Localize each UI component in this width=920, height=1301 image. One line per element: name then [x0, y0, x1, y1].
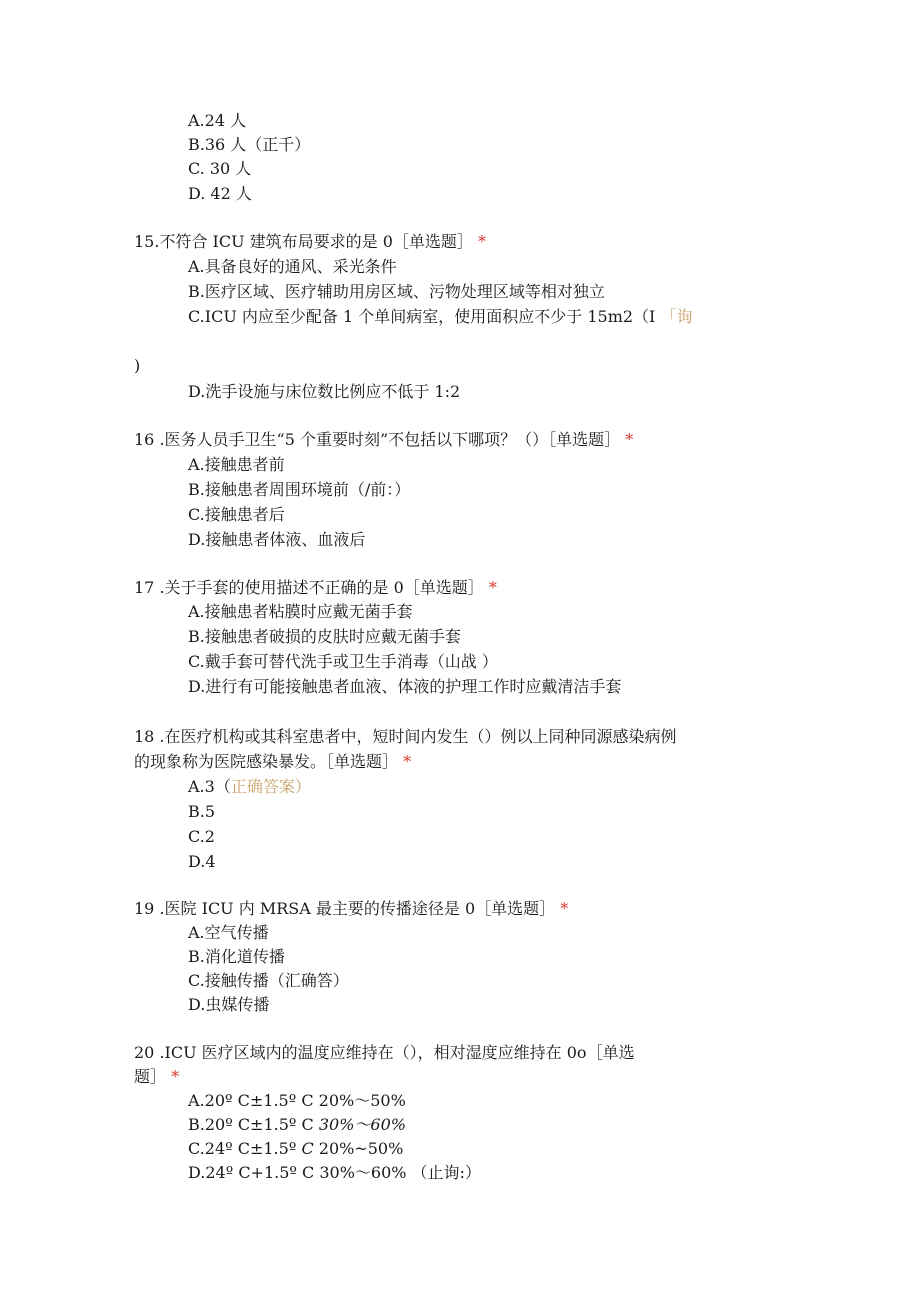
required-star: * [488, 578, 497, 597]
q18-stem-line2 [134, 751, 411, 773]
q19-option-c[interactable]: C.接触传播（汇确答） [188, 971, 349, 990]
q20-option-c[interactable] [188, 1138, 403, 1160]
required-star: * [478, 232, 487, 251]
required-star: * [171, 1067, 180, 1086]
q20-option-b-humidity: 30%～60% [318, 1115, 406, 1134]
q15-stem-text: 15.不符合 ICU 建筑布局要求的是 0［单选题］ [134, 232, 473, 251]
q15-option-a[interactable]: A.具备良好的通风、采光条件 [188, 257, 397, 276]
required-star: * [625, 430, 634, 449]
q19-option-a[interactable]: A.空气传播 [188, 923, 269, 942]
q16-stem-text: 16 .医务人员手卫生“5 个重要时刻”不包括以下哪项？（）［单选题］ [134, 430, 621, 449]
q14-option-d[interactable]: D. 42 人 [188, 184, 252, 203]
q17-option-d[interactable]: D.进行有可能接触患者血液、体液的护理工作时应戴清洁手套 [188, 677, 622, 696]
q15-option-c-tail: 「询 [660, 307, 693, 326]
q15-stem [134, 231, 486, 253]
q20-option-c-humidity: 20%~50% [313, 1139, 404, 1158]
q20-stem-line2 [134, 1066, 179, 1088]
q17-option-b[interactable]: B.接触患者破损的皮肤时应戴无菌手套 [188, 627, 461, 646]
q17-option-c[interactable]: C.戴手套可替代洗手或卫生手消毒（山战 ） [188, 652, 498, 671]
q15-option-c-text: C.ICU 内应至少配备 1 个单间病室，使用面积应不少于 15m2（I [188, 307, 656, 326]
q15-option-c-close: ) [134, 356, 141, 375]
q17-stem [134, 577, 497, 599]
q14-option-b[interactable]: B.36 人（正千） [188, 135, 311, 154]
q15-option-d[interactable]: D.洗手设施与床位数比例应不低于 1:2 [188, 382, 461, 401]
q20-option-b[interactable] [188, 1114, 406, 1136]
q14-option-a[interactable]: A.24 人 [188, 111, 247, 130]
q16-stem [134, 429, 633, 451]
q18-option-b[interactable]: B.5 [188, 802, 216, 821]
q18-option-a-text: A.3（ [188, 777, 231, 796]
q19-option-b[interactable]: B.消化道传播 [188, 947, 285, 966]
q20-stem-line1: 20 .ICU 医疗区域内的温度应维持在（），相对湿度应维持在 0o［单选 [134, 1043, 635, 1062]
required-star: * [560, 899, 569, 918]
q17-stem-text: 17 .关于手套的使用描述不正确的是 0［单选题］ [134, 578, 484, 597]
q18-option-d[interactable]: D.4 [188, 852, 216, 871]
q20-option-b-text: B.20º C±1.5º C [188, 1115, 319, 1134]
q18-option-c[interactable]: C.2 [188, 827, 215, 846]
q19-stem [134, 898, 568, 920]
q16-option-b[interactable]: B.接触患者周围环境前（/前：） [188, 480, 411, 499]
q20-option-a[interactable]: A.20º C±1.5º C 20%～50% [188, 1091, 406, 1110]
q15-option-c[interactable] [188, 306, 692, 328]
q20-option-c-text: C.24º C±1.5º [188, 1139, 302, 1158]
q20-option-d[interactable]: D.24º C+1.5º C 30%～60% （止询:） [188, 1163, 481, 1182]
q15-option-b[interactable]: B.医疗区域、医疗辅助用房区域、污物处理区域等相对独立 [188, 282, 605, 301]
q18-stem-line1: 18 .在医疗机构或其科室患者中，短时间内发生（）例以上同种同源感染病例 [134, 727, 677, 746]
q20-stem-text: 题］ [134, 1067, 167, 1086]
q14-option-c[interactable]: C. 30 人 [188, 159, 252, 178]
q20-option-c-unit: C [301, 1139, 314, 1158]
q16-option-d[interactable]: D.接触患者体液、血液后 [188, 530, 366, 549]
q18-stem-text: 的现象称为医院感染暴发。［单选题］ [134, 752, 399, 771]
correct-answer-mark: 正确答案） [230, 777, 311, 796]
q18-option-a[interactable] [188, 776, 311, 798]
q17-option-a[interactable]: A.接触患者粘膜时应戴无菌手套 [188, 602, 413, 621]
q16-option-a[interactable]: A.接触患者前 [188, 455, 285, 474]
required-star: * [403, 752, 412, 771]
q16-option-c[interactable]: C.接触患者后 [188, 505, 285, 524]
q19-option-d[interactable]: D.虫媒传播 [188, 995, 270, 1014]
q19-stem-text: 19 .医院 ICU 内 MRSA 最主要的传播途径是 0［单选题］ [134, 899, 556, 918]
